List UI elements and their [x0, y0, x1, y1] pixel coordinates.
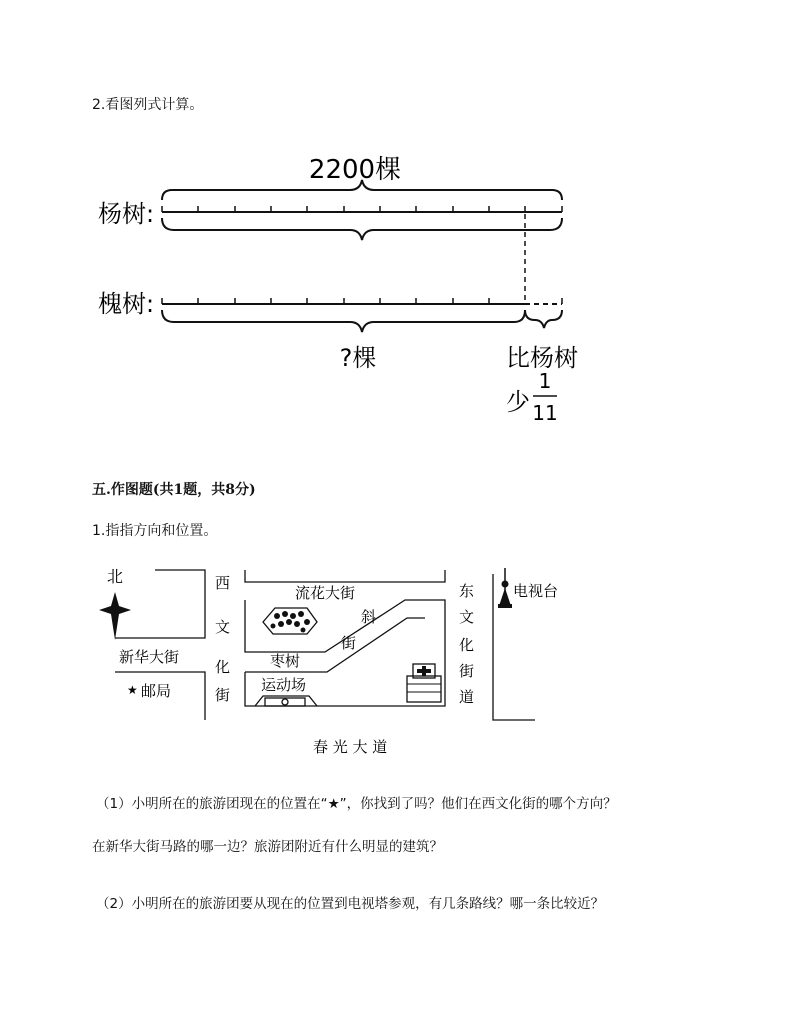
chunguang-road-label: 春 光 大 道	[313, 738, 388, 756]
pagoda-label: 槐树:	[98, 290, 155, 318]
problem-title: 1.指指方向和位置。	[92, 523, 218, 539]
west-street-char-4: 街	[215, 686, 231, 704]
tree-grove-icon	[263, 608, 317, 634]
compare-line1: 比杨树	[506, 344, 578, 372]
question-1-line-2: 在新华大街马路的哪一边？旅游团附近有什么明显的建筑？	[92, 839, 443, 855]
section-heading: 五.作图题(共1题，共8分)	[92, 482, 256, 498]
question-label: ?棵	[339, 344, 377, 372]
tv-station-label: 电视台	[513, 582, 559, 600]
liuhua-street-label: 流花大街	[295, 584, 356, 602]
east-street-char-1: 东	[459, 582, 475, 600]
xie-street-char-1: 斜	[361, 608, 377, 626]
compass-star-icon	[99, 592, 131, 640]
top-brace	[162, 180, 562, 200]
stadium-icon	[255, 696, 317, 706]
xinhua-street-label: 新华大街	[119, 648, 180, 666]
tv-tower-icon	[498, 568, 512, 608]
hospital-icon	[407, 664, 441, 702]
stadium-label: 运动场	[261, 676, 307, 694]
east-street-char-3: 化	[459, 636, 475, 654]
zaoshu-label: 枣树	[270, 652, 301, 670]
question-1-line-1: （1）小明所在的旅游团现在的位置在“★”，你找到了吗？他们在西文化街的哪个方向？	[96, 796, 617, 812]
difference-brace	[525, 310, 562, 328]
xie-street-char-2: 街	[341, 634, 357, 652]
west-street-char-1: 西	[215, 574, 231, 592]
poplar-label: 杨树:	[98, 200, 155, 228]
fraction-denominator: 11	[532, 401, 558, 425]
poplar-bottom-brace	[162, 218, 562, 240]
fraction-numerator: 1	[538, 369, 552, 393]
compare-prefix: 少	[506, 388, 530, 416]
star-marker-icon: ★	[127, 683, 138, 697]
east-street-char-5: 道	[459, 688, 475, 706]
line-segment-diagram	[90, 140, 590, 440]
question-2: （2）小明所在的旅游团要从现在的位置到电视塔参观，有几条路线？哪一条比较近？	[96, 896, 605, 912]
east-street-char-4: 街	[459, 662, 475, 680]
total-label: 2200棵	[308, 155, 402, 185]
pagoda-bottom-brace	[162, 310, 525, 332]
east-street-char-2: 文	[459, 608, 475, 626]
west-street-char-3: 化	[215, 658, 231, 676]
direction-map	[95, 560, 595, 760]
problem-heading: 2.看图列式计算。	[92, 97, 204, 113]
north-label: 北	[107, 567, 124, 586]
west-street-char-2: 文	[215, 618, 231, 636]
post-office-label: 邮局	[141, 682, 172, 700]
